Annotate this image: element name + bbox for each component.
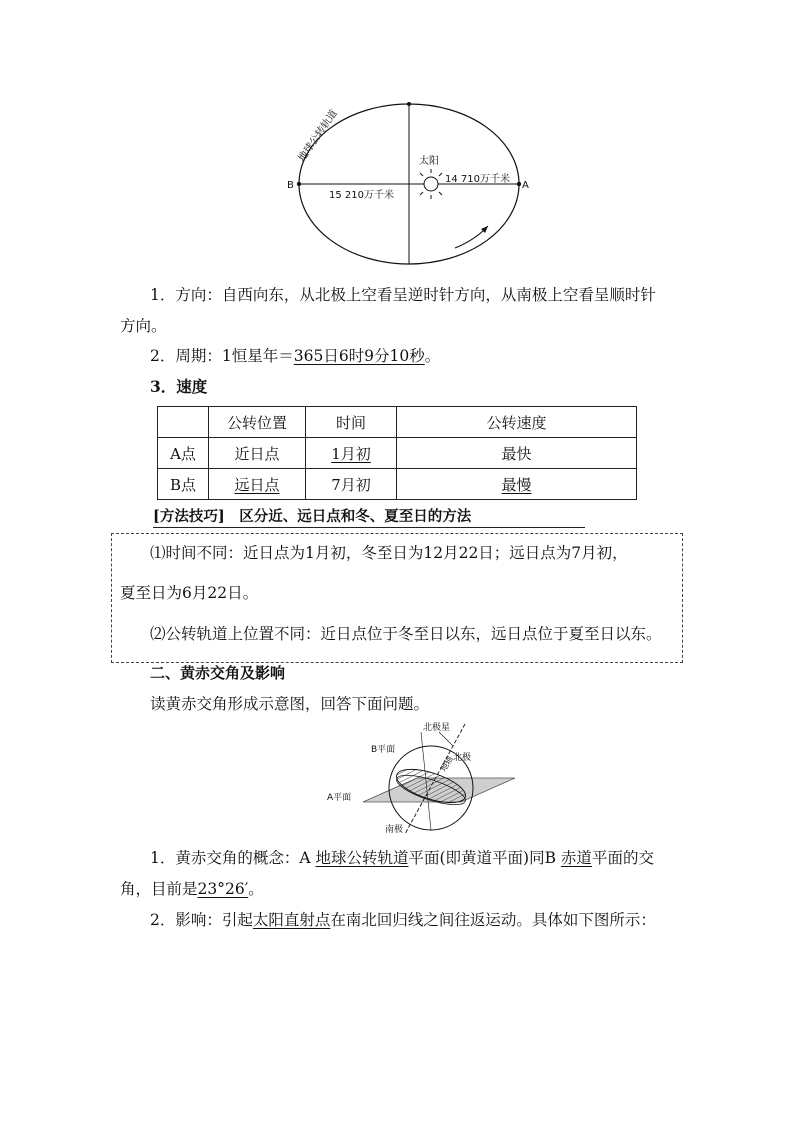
method-tip-header: [方法技巧] 区分近、远日点和冬、夏至日的方法 [153, 505, 585, 528]
table-cell: 最快 [397, 438, 637, 469]
period-value: 365日6时9分10秒 [293, 347, 425, 365]
period-suffix: 。 [424, 347, 441, 365]
text-run: 角，目前是 [120, 880, 198, 898]
table-cell [306, 438, 397, 469]
sun-label: 太阳 [419, 156, 439, 167]
text-run: 在南北回归线之间往返运动。具体如下图所示： [330, 911, 656, 929]
point-b-label: B [287, 180, 294, 191]
table-cell [397, 469, 637, 500]
obliquity-definition-line-2 [120, 877, 264, 901]
obliquity-definition-line-1 [150, 846, 654, 870]
a-plane-label: A平面 [327, 793, 352, 803]
table-cell: 近日点 [209, 438, 306, 469]
table-header-row [158, 407, 637, 438]
answer-text: 赤道 [560, 849, 592, 867]
table-cell: B点 [158, 469, 209, 500]
header-cell: 公转位置 [209, 407, 306, 438]
b-plane [393, 763, 470, 810]
text-run: 2．影响：引起 [150, 911, 253, 929]
south-pole-label: 南极 [385, 825, 404, 835]
answer-text: 远日点 [234, 475, 280, 494]
point-a-dot [517, 182, 521, 186]
table-cell: A点 [158, 438, 209, 469]
text-run: 1．黄赤交角的概念：A [150, 849, 316, 867]
polaris-label: 北极星 [423, 723, 451, 733]
text-run: 平面(即黄道平面)同B [408, 849, 561, 867]
speed-heading: 3．速度 [150, 377, 208, 396]
tip-line-2: 夏至日为6月22日。 [120, 584, 259, 602]
text-run: 平面的交 [591, 849, 654, 867]
orbit-diagram [285, 98, 535, 268]
tip-line-3: ⑵公转轨道上位置不同：近日点位于冬至日以东，远日点位于夏至日以东。 [150, 625, 662, 643]
text-run: 。 [248, 880, 264, 898]
table-cell [209, 469, 306, 500]
direction-line-2: 方向。 [120, 317, 167, 335]
perihelion-distance: 14 710万千米 [445, 174, 510, 185]
point-top [407, 102, 411, 106]
orbit-label: 地球公转轨道 [296, 108, 340, 164]
polaris-leader [439, 732, 453, 746]
influence-line [150, 908, 656, 932]
header-cell: 时间 [306, 407, 397, 438]
answer-text: 最慢 [501, 475, 532, 494]
period-line [150, 344, 440, 368]
answer-text: 1月初 [331, 444, 371, 463]
obliquity-diagram [325, 720, 525, 838]
axis-label: 地轴 [438, 754, 455, 773]
direction-line-1: 1．方向：自西向东，从北极上空看呈逆时针方向，从南极上空看呈顺时针 [150, 286, 656, 304]
point-b-dot [297, 182, 301, 186]
point-a-label: A [522, 180, 529, 191]
answer-text: 23°26′ [197, 880, 249, 898]
speed-table [157, 406, 637, 500]
header-cell: 公转速度 [397, 407, 637, 438]
answer-text: 太阳直射点 [252, 911, 331, 929]
north-pole-label: 北极 [453, 753, 472, 763]
table-cell: 7月初 [306, 469, 397, 500]
section-2-intro: 读黄赤交角形成示意图，回答下面问题。 [150, 695, 430, 713]
aphelion-distance: 15 210万千米 [329, 190, 394, 201]
answer-text: 地球公转轨道 [315, 849, 409, 867]
table-row [158, 469, 637, 500]
header-cell [158, 407, 209, 438]
tip-line-1: ⑴时间不同：近日点为1月初，冬至日为12月22日；远日点为7月初， [150, 544, 628, 562]
b-plane-label: B平面 [371, 745, 396, 755]
table-row [158, 438, 637, 469]
section-2-heading: 二、黄赤交角及影响 [150, 664, 286, 682]
period-prefix: 2．周期：1恒星年＝ [150, 347, 294, 365]
